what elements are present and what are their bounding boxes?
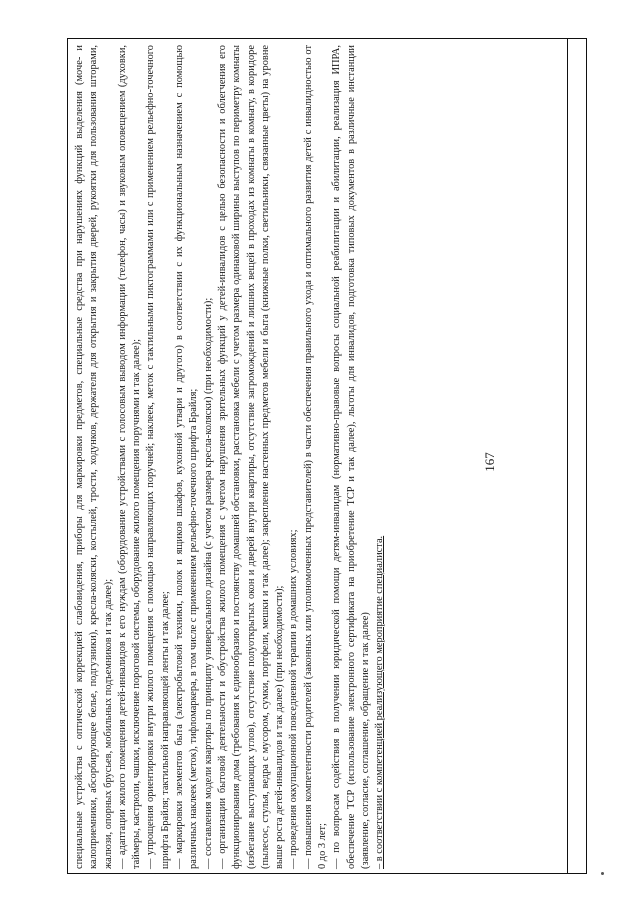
paragraph-1: специальные устройства с оптической коррекцией слабовидения, приборы для маркировки предметов, специальные средства при нарушениях функций выделения (моче- и калоприемники, абсорбирующее белье, подгузники), кресла-коляски, костылей, трости, ходунков, держателя для открытия и закрытия дверей, рукоятки для пользования шторами, жалюзи, опорных брусьев, мобильных подъемников и так далее); xyxy=(74,45,114,869)
paragraph-2: — адаптации жилого помещения детей-инвалидов к его нуждам (оборудование устройствами с голосовым выводом информации (телефон, часы) и звуковым оповещением (духовки, таймеры, кастрюли, чашки, исключение пороговой системы, оборудование жилого помещения поручнями и так далее); xyxy=(116,45,143,869)
text-cell xyxy=(68,39,567,875)
paragraph-5: — составления модели квартиры по принципу универсального дизайна (с учетом размера кресла-коляски) (при необходимости); xyxy=(202,297,214,869)
paragraph-9: — по вопросам содействия в получении юридической помощи детям-инвалидам (нормативно-правовые вопросы социальной реабилитации и абилитации, реализация ИПРА, обеспечение ТСР (использование электронного сертификата на приобретение ТСР и так далее), льготы для инвалидов, подготовка типовых документов в различные инстанции (заявление, согласие, соглашение, обращение и так далее) xyxy=(331,45,371,869)
paragraph-4: — маркировки элементов быта (электробытовой техники, полок и ящиков шкафов, кухонной утвари и другого) в соответствии с их функциональным назначением с помощью различных наклеек (меток), тифломаркера, в том числе с применением рельефно-точечного шрифта Брайля; xyxy=(174,45,200,869)
page-number: 167 xyxy=(482,452,497,472)
content-table xyxy=(67,38,587,874)
scan-speck xyxy=(601,872,604,875)
column-divider xyxy=(567,39,568,873)
paragraph-8: — повышения компетентности родителей (законных или уполномоченных представителей) в части обеспечения правильного ухода и оптимального развития детей с инвалидностью от 0 до 3 лет; xyxy=(302,45,329,869)
paragraph-6: — организации бытовой деятельности и обустройства жилого помещения с учетом нарушения зрительных функций у детей-инвалидов с целью безопасности и облегчения его функционирования дома (требования к единообразию и постоянству домашней обстановки, расстановка мебели с учетом размера одинаковой ширины выступов по периметру комнаты (избегание выступающих углов), отсутствие полуоткрытых окон и дверей внутри квартиры, отсутствие загромождений и лишних вещей в проходах из комнаты в комнату, в коридоре (пылесос, стулья, ведра с мусором, сумки, портфели, мешки и так далее); закрепление настенных предметов мебели и быта (книжные полки, светильники, связанные цветы) на уровне выше роста детей-инвалидов и так далее) (при необходимости); xyxy=(216,45,286,869)
paragraph-3: — упрощения ориентировки внутри жилого помещения с помощью направляющих поручней; наклеек, меток с тактильными пиктограммами или с применением рельефно-точечного шрифта Брайля; тактильной направляющей ленты и так далее; xyxy=(145,45,171,869)
paragraph-7: — проведения оккупационной повседневной терапии в домашних условиях; xyxy=(288,529,300,869)
rotated-text-block xyxy=(68,39,567,875)
paragraph-10: – в соответствии с компетенцией реализующего мероприятие специалиста. xyxy=(374,535,386,869)
